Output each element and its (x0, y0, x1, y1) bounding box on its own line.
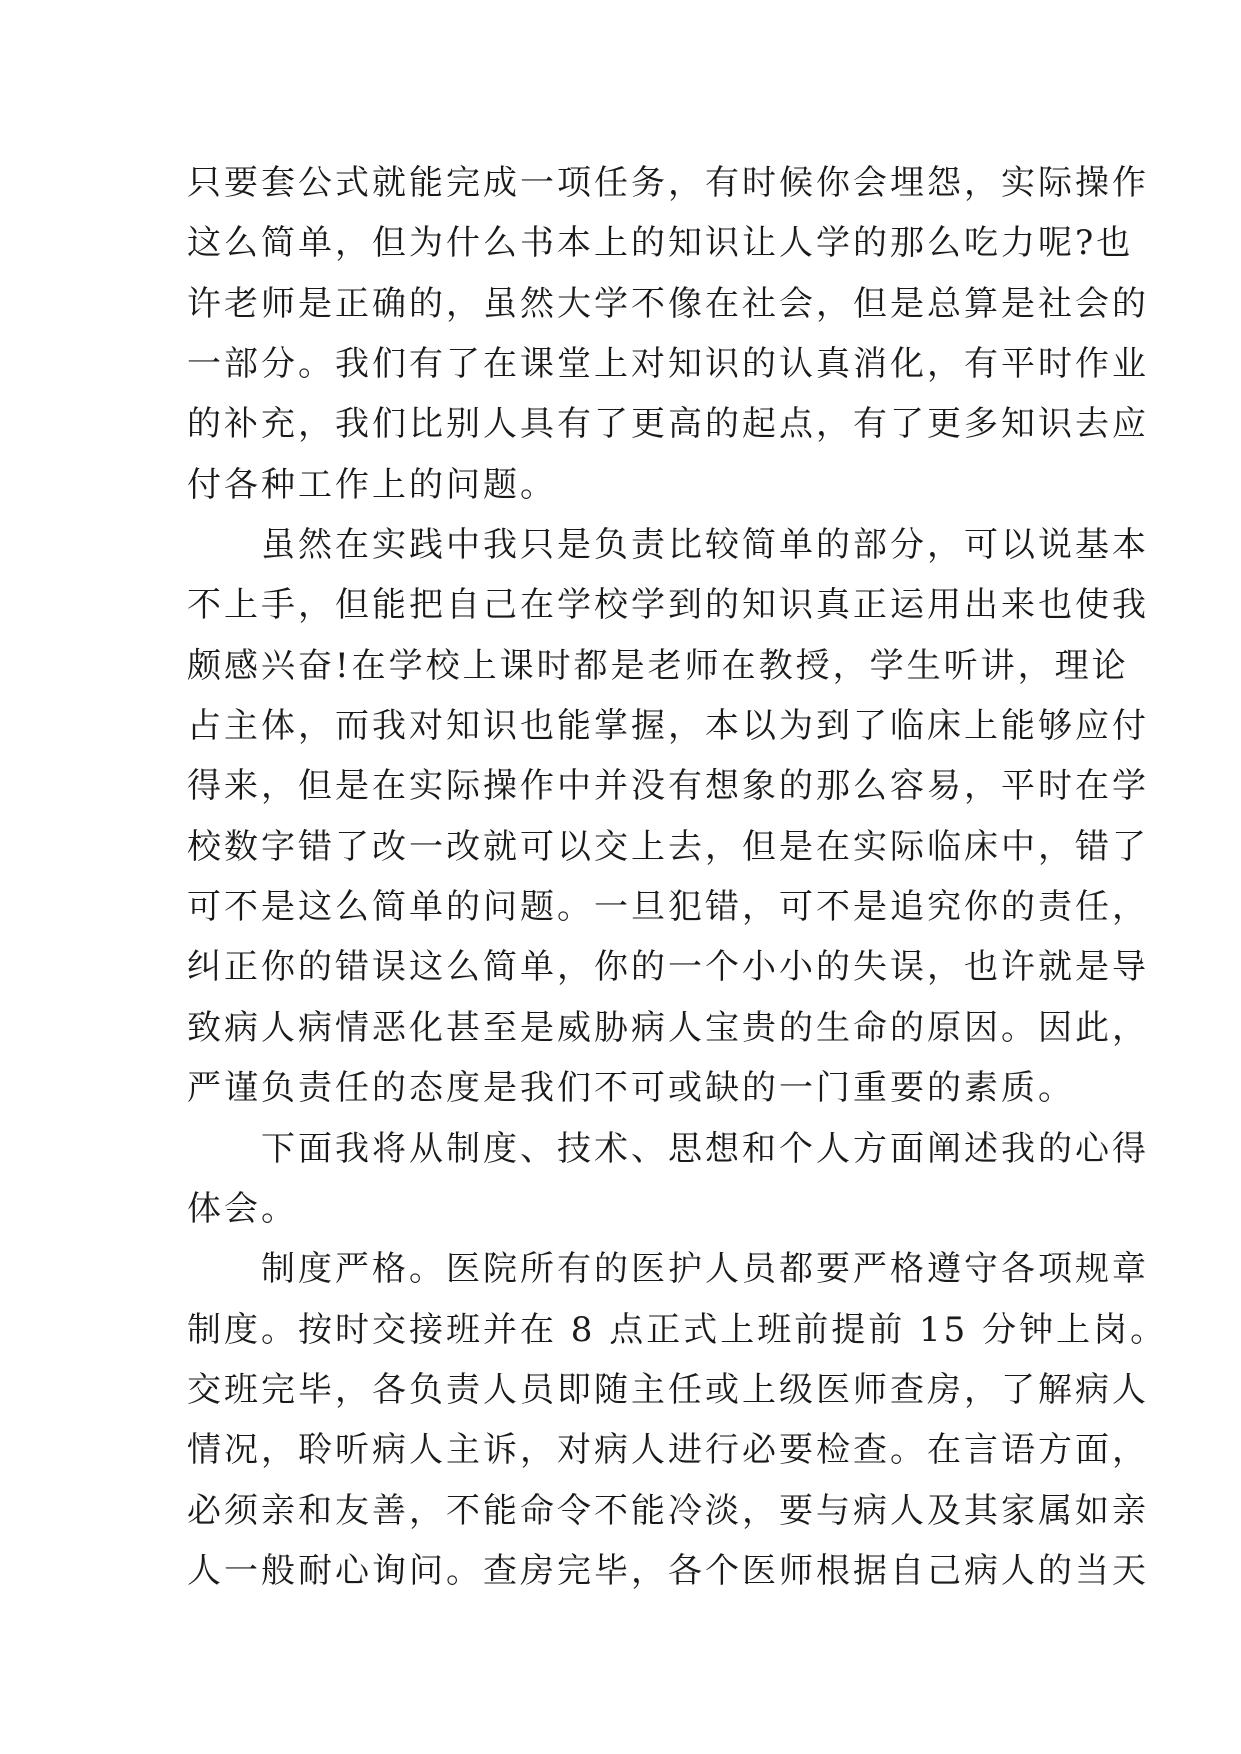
text-line: 只要套公式就能完成一项任务，有时候你会埋怨，实际操作 (187, 163, 1149, 203)
text-line: 制度严格。医院所有的医护人员都要严格遵守各项规章 (187, 1249, 1149, 1290)
text-line: 人一般耐心询问。查房完毕，各个医师根据自己病人的当天 (187, 1550, 1149, 1591)
text-line: 下面我将从制度、技术、思想和个人方面阐述我的心得 (187, 1128, 1149, 1169)
text-line: 交班完毕，各负责人员即随主任或上级医师查房，了解病人 (187, 1369, 1149, 1410)
text-line: 不上手，但能把自己在学校学到的知识真正运用出来也使我 (187, 585, 1149, 626)
text-line: 付各种工作上的问题。 (187, 464, 557, 505)
text-line: 体会。 (187, 1188, 298, 1229)
text-line: 这么简单，但为什么书本上的知识让人学的那么吃力呢?也 (187, 223, 1134, 264)
text-line: 校数字错了改一改就可以交上去，但是在实际临床中，错了 (187, 826, 1149, 867)
text-line: 占主体，而我对知识也能掌握，本以为到了临床上能够应付 (187, 706, 1149, 747)
text-line: 颇感兴奋!在学校上课时都是老师在教授，学生听讲，理论 (187, 645, 1129, 686)
text-line: 必须亲和友善，不能命令不能冷淡，要与病人及其家属如亲 (187, 1490, 1149, 1531)
text-line: 纠正你的错误这么简单，你的一个小小的失误，也许就是导 (187, 947, 1149, 988)
text-line: 虽然在实践中我只是负责比较简单的部分，可以说基本 (187, 525, 1149, 566)
text-line: 致病人病情恶化甚至是威胁病人宝贵的生命的原因。因此， (187, 1007, 1149, 1048)
text-line: 许老师是正确的，虽然大学不像在社会，但是总算是社会的 (187, 283, 1149, 324)
text-line: 可不是这么简单的问题。一旦犯错，可不是追究你的责任， (187, 887, 1149, 928)
text-line: 一部分。我们有了在课堂上对知识的认真消化，有平时作业 (187, 344, 1149, 385)
body-text (187, 153, 1168, 1601)
text-line: 情况，聆听病人主诉，对病人进行必要检查。在言语方面， (187, 1430, 1149, 1471)
text-line: 得来，但是在实际操作中并没有想象的那么容易，平时在学 (187, 766, 1149, 807)
text-line: 严谨负责任的态度是我们不可或缺的一门重要的素质。 (187, 1068, 1075, 1109)
text-line: 制度。按时交接班并在 8 点正式上班前提前 15 分钟上岗。 (187, 1309, 1168, 1350)
text-line: 的补充，我们比别人具有了更高的起点，有了更多知识去应 (187, 404, 1149, 445)
